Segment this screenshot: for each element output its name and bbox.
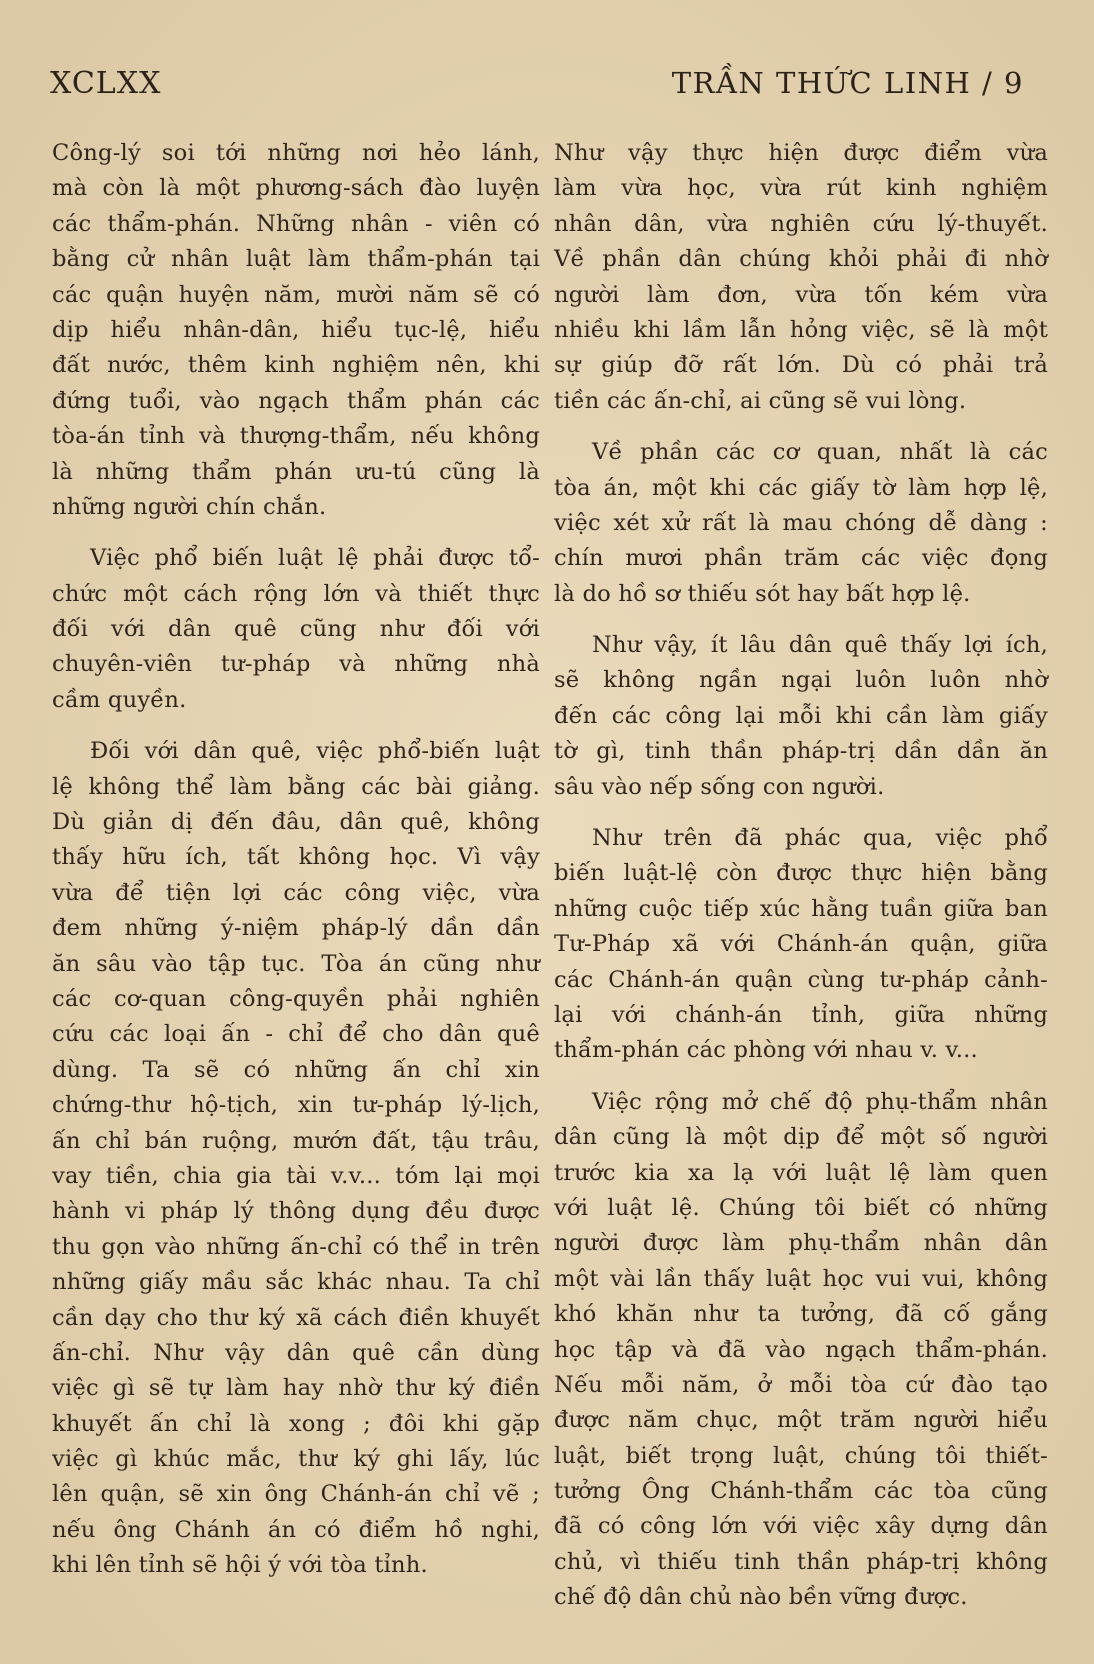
text-line: chứng-thư hộ-tịch, xin tư-pháp lý-lịch, — [52, 1092, 540, 1119]
text-line: Tư-Pháp xã với Chánh-án quận, giữa — [554, 931, 1048, 958]
text-line: vay tiền, chia gia tài v.v... tóm lại mọi — [52, 1162, 540, 1189]
text-line: người làm đơn, vừa tốn kém vừa — [554, 281, 1048, 308]
right-column — [554, 136, 1048, 1632]
text-line: bằng cử nhân luật làm thẩm-phán tại — [52, 246, 540, 273]
text-line: hành vi pháp lý thông dụng đều được — [52, 1198, 540, 1225]
text-line: với luật lệ. Chúng tôi biết có những — [554, 1194, 1048, 1221]
text-line: là do hồ sơ thiếu sót hay bất hợp lệ. — [554, 580, 971, 607]
paragraph — [52, 734, 540, 1583]
text-line: ấn chỉ bán ruộng, mướn đất, tậu trâu, — [52, 1127, 540, 1154]
text-line: Dù giản dị đến đâu, dân quê, không — [52, 809, 540, 836]
text-line: biến luật-lệ còn được thực hiện bằng — [554, 860, 1048, 887]
text-line: thẩm-phán các phòng với nhau v. v... — [554, 1037, 978, 1064]
text-line: vừa để tiện lợi các công việc, vừa — [52, 879, 540, 906]
text-line: Như trên đã phác qua, việc phổ — [592, 825, 1048, 852]
text-line: nếu ông Chánh án có điểm hồ nghi, — [52, 1516, 540, 1543]
text-line: Công-lý soi tới những nơi hẻo lánh, — [52, 140, 540, 166]
text-line: sâu vào nếp sống con người. — [554, 773, 885, 800]
paragraph — [52, 541, 540, 718]
text-line: chế độ dân chủ nào bền vững được. — [554, 1584, 968, 1611]
author-page-number: TRẦN THỨC LINH / 9 — [671, 66, 1024, 100]
paragraph — [554, 628, 1048, 805]
text-line: cầm quyền. — [52, 686, 187, 713]
text-line: các quận huyện năm, mười năm sẽ có — [52, 281, 540, 308]
text-line: dịp hiểu nhân-dân, hiểu tục-lệ, hiểu — [52, 316, 540, 343]
text-line: người được làm phụ-thẩm nhân dân — [554, 1230, 1048, 1257]
text-line: khi lên tỉnh sẽ hội ý với tòa tỉnh. — [52, 1552, 428, 1579]
paragraph — [554, 821, 1048, 1069]
text-line: cần dạy cho thư ký xã cách điền khuyết — [52, 1304, 540, 1331]
text-line: tiền các ấn-chỉ, ai cũng sẽ vui lòng. — [554, 387, 967, 414]
running-header — [50, 66, 1024, 110]
left-column — [52, 136, 540, 1600]
text-line: được năm chục, một trăm người hiểu — [554, 1407, 1048, 1434]
text-line: việc xét xử rất là mau chóng dễ dàng : — [554, 509, 1048, 536]
text-line: tờ gì, tinh thần pháp-trị dần dần ăn — [554, 738, 1048, 765]
text-line: Việc rộng mở chế độ phụ-thẩm nhân — [592, 1088, 1048, 1115]
text-line: sự giúp đỡ rất lớn. Dù có phải trả — [554, 352, 1048, 379]
text-line: những giấy mầu sắc khác nhau. Ta chỉ — [52, 1269, 540, 1296]
text-line: dùng. Ta sẽ có những ấn chỉ xin — [52, 1056, 540, 1083]
text-line: chín mươi phần trăm các việc đọng — [554, 545, 1048, 572]
text-line: lên quận, sẽ xin ông Chánh-án chỉ vẽ ; — [52, 1481, 540, 1508]
text-line: các cơ-quan công-quyền phải nghiên — [52, 985, 540, 1012]
text-line: Nếu mỗi năm, ở mỗi tòa cứ đào tạo — [554, 1371, 1048, 1398]
text-line: Về phần dân chúng khỏi phải đi nhờ — [554, 246, 1048, 273]
text-line: mà còn là một phương-sách đào luyện — [52, 175, 540, 202]
text-line: đã có công lớn với việc xây dựng dân — [554, 1513, 1048, 1540]
text-line: sẽ không ngần ngại luôn luôn nhờ — [554, 667, 1048, 694]
text-line: thấy hữu ích, tất không học. Vì vậy — [52, 844, 540, 871]
text-line: ăn sâu vào tập tục. Tòa án cũng như — [52, 950, 540, 977]
text-line: đất nước, thêm kinh nghiệm nên, khi — [52, 352, 540, 379]
text-line: khuyết ấn chỉ là xong ; đôi khi gặp — [52, 1410, 540, 1437]
section-numeral: XCLXX — [50, 66, 162, 101]
text-line: trước kia xa lạ với luật lệ làm quen — [554, 1159, 1048, 1186]
text-line: việc gì sẽ tự làm hay nhờ thư ký điền — [52, 1375, 540, 1402]
text-line: việc gì khúc mắc, thư ký ghi lấy, lúc — [52, 1446, 540, 1473]
text-line: những người chín chắn. — [52, 493, 327, 520]
paragraph — [554, 1085, 1048, 1616]
paragraph — [554, 136, 1048, 419]
text-line: các thẩm-phán. Những nhân - viên có — [52, 210, 540, 237]
text-line: nhiều khi lầm lẫn hỏng việc, sẽ là một — [554, 316, 1048, 343]
text-line: lệ không thể làm bằng các bài giảng. — [52, 773, 540, 800]
text-line: lại với chánh-án tỉnh, giữa những — [554, 1001, 1048, 1028]
text-line: tòa-án tỉnh và thượng-thẩm, nếu không — [52, 423, 540, 450]
text-line: thu gọn vào những ấn-chỉ có thể in trên — [52, 1233, 540, 1260]
paragraph — [52, 136, 540, 525]
text-line: cứu các loại ấn - chỉ để cho dân quê — [52, 1021, 540, 1048]
paragraph — [554, 435, 1048, 612]
text-line: các Chánh-án quận cùng tư-pháp cảnh- — [554, 966, 1048, 993]
text-line: tưởng Ông Chánh-thẩm các tòa cũng — [554, 1478, 1048, 1505]
text-line: dân cũng là một dịp để một số người — [554, 1124, 1048, 1151]
text-line: luật, biết trọng luật, chúng tôi thiết- — [554, 1442, 1048, 1469]
text-line: một vài lần thấy luật học vui vui, không — [554, 1265, 1048, 1292]
text-line: Việc phổ biến luật lệ phải được tổ- — [90, 545, 540, 572]
text-line: Như vậy thực hiện được điểm vừa — [554, 140, 1048, 166]
text-line: đến các công lại mỗi khi cần làm giấy — [554, 702, 1048, 729]
text-line: đứng tuổi, vào ngạch thẩm phán các — [52, 387, 540, 414]
text-line: đối với dân quê cũng như đối với — [52, 616, 540, 643]
text-line: những cuộc tiếp xúc hằng tuần giữa ban — [554, 895, 1048, 922]
text-line: ấn-chỉ. Như vậy dân quê cần dùng — [52, 1339, 540, 1366]
text-line: làm vừa học, vừa rút kinh nghiệm — [554, 175, 1048, 202]
text-line: đem những ý-niệm pháp-lý dần dần — [52, 915, 540, 942]
text-line: chức một cách rộng lớn và thiết thực — [52, 580, 540, 607]
text-line: học tập và đã vào ngạch thẩm-phán. — [554, 1336, 1048, 1363]
text-line: tòa án, một khi các giấy tờ làm hợp lệ, — [554, 474, 1048, 501]
text-line: là những thẩm phán ưu-tú cũng là — [52, 458, 540, 485]
text-line: chuyên-viên tư-pháp và những nhà — [52, 651, 540, 678]
text-line: Đối với dân quê, việc phổ-biến luật — [90, 738, 540, 765]
text-line: nhân dân, vừa nghiên cứu lý-thuyết. — [554, 210, 1048, 237]
text-line: Như vậy, ít lâu dân quê thấy lợi ích, — [592, 632, 1048, 659]
text-line: Về phần các cơ quan, nhất là các — [592, 439, 1048, 466]
text-line: khó khăn như ta tưởng, đã cố gắng — [554, 1301, 1048, 1328]
text-line: chủ, vì thiếu tinh thần pháp-trị không — [554, 1548, 1048, 1575]
